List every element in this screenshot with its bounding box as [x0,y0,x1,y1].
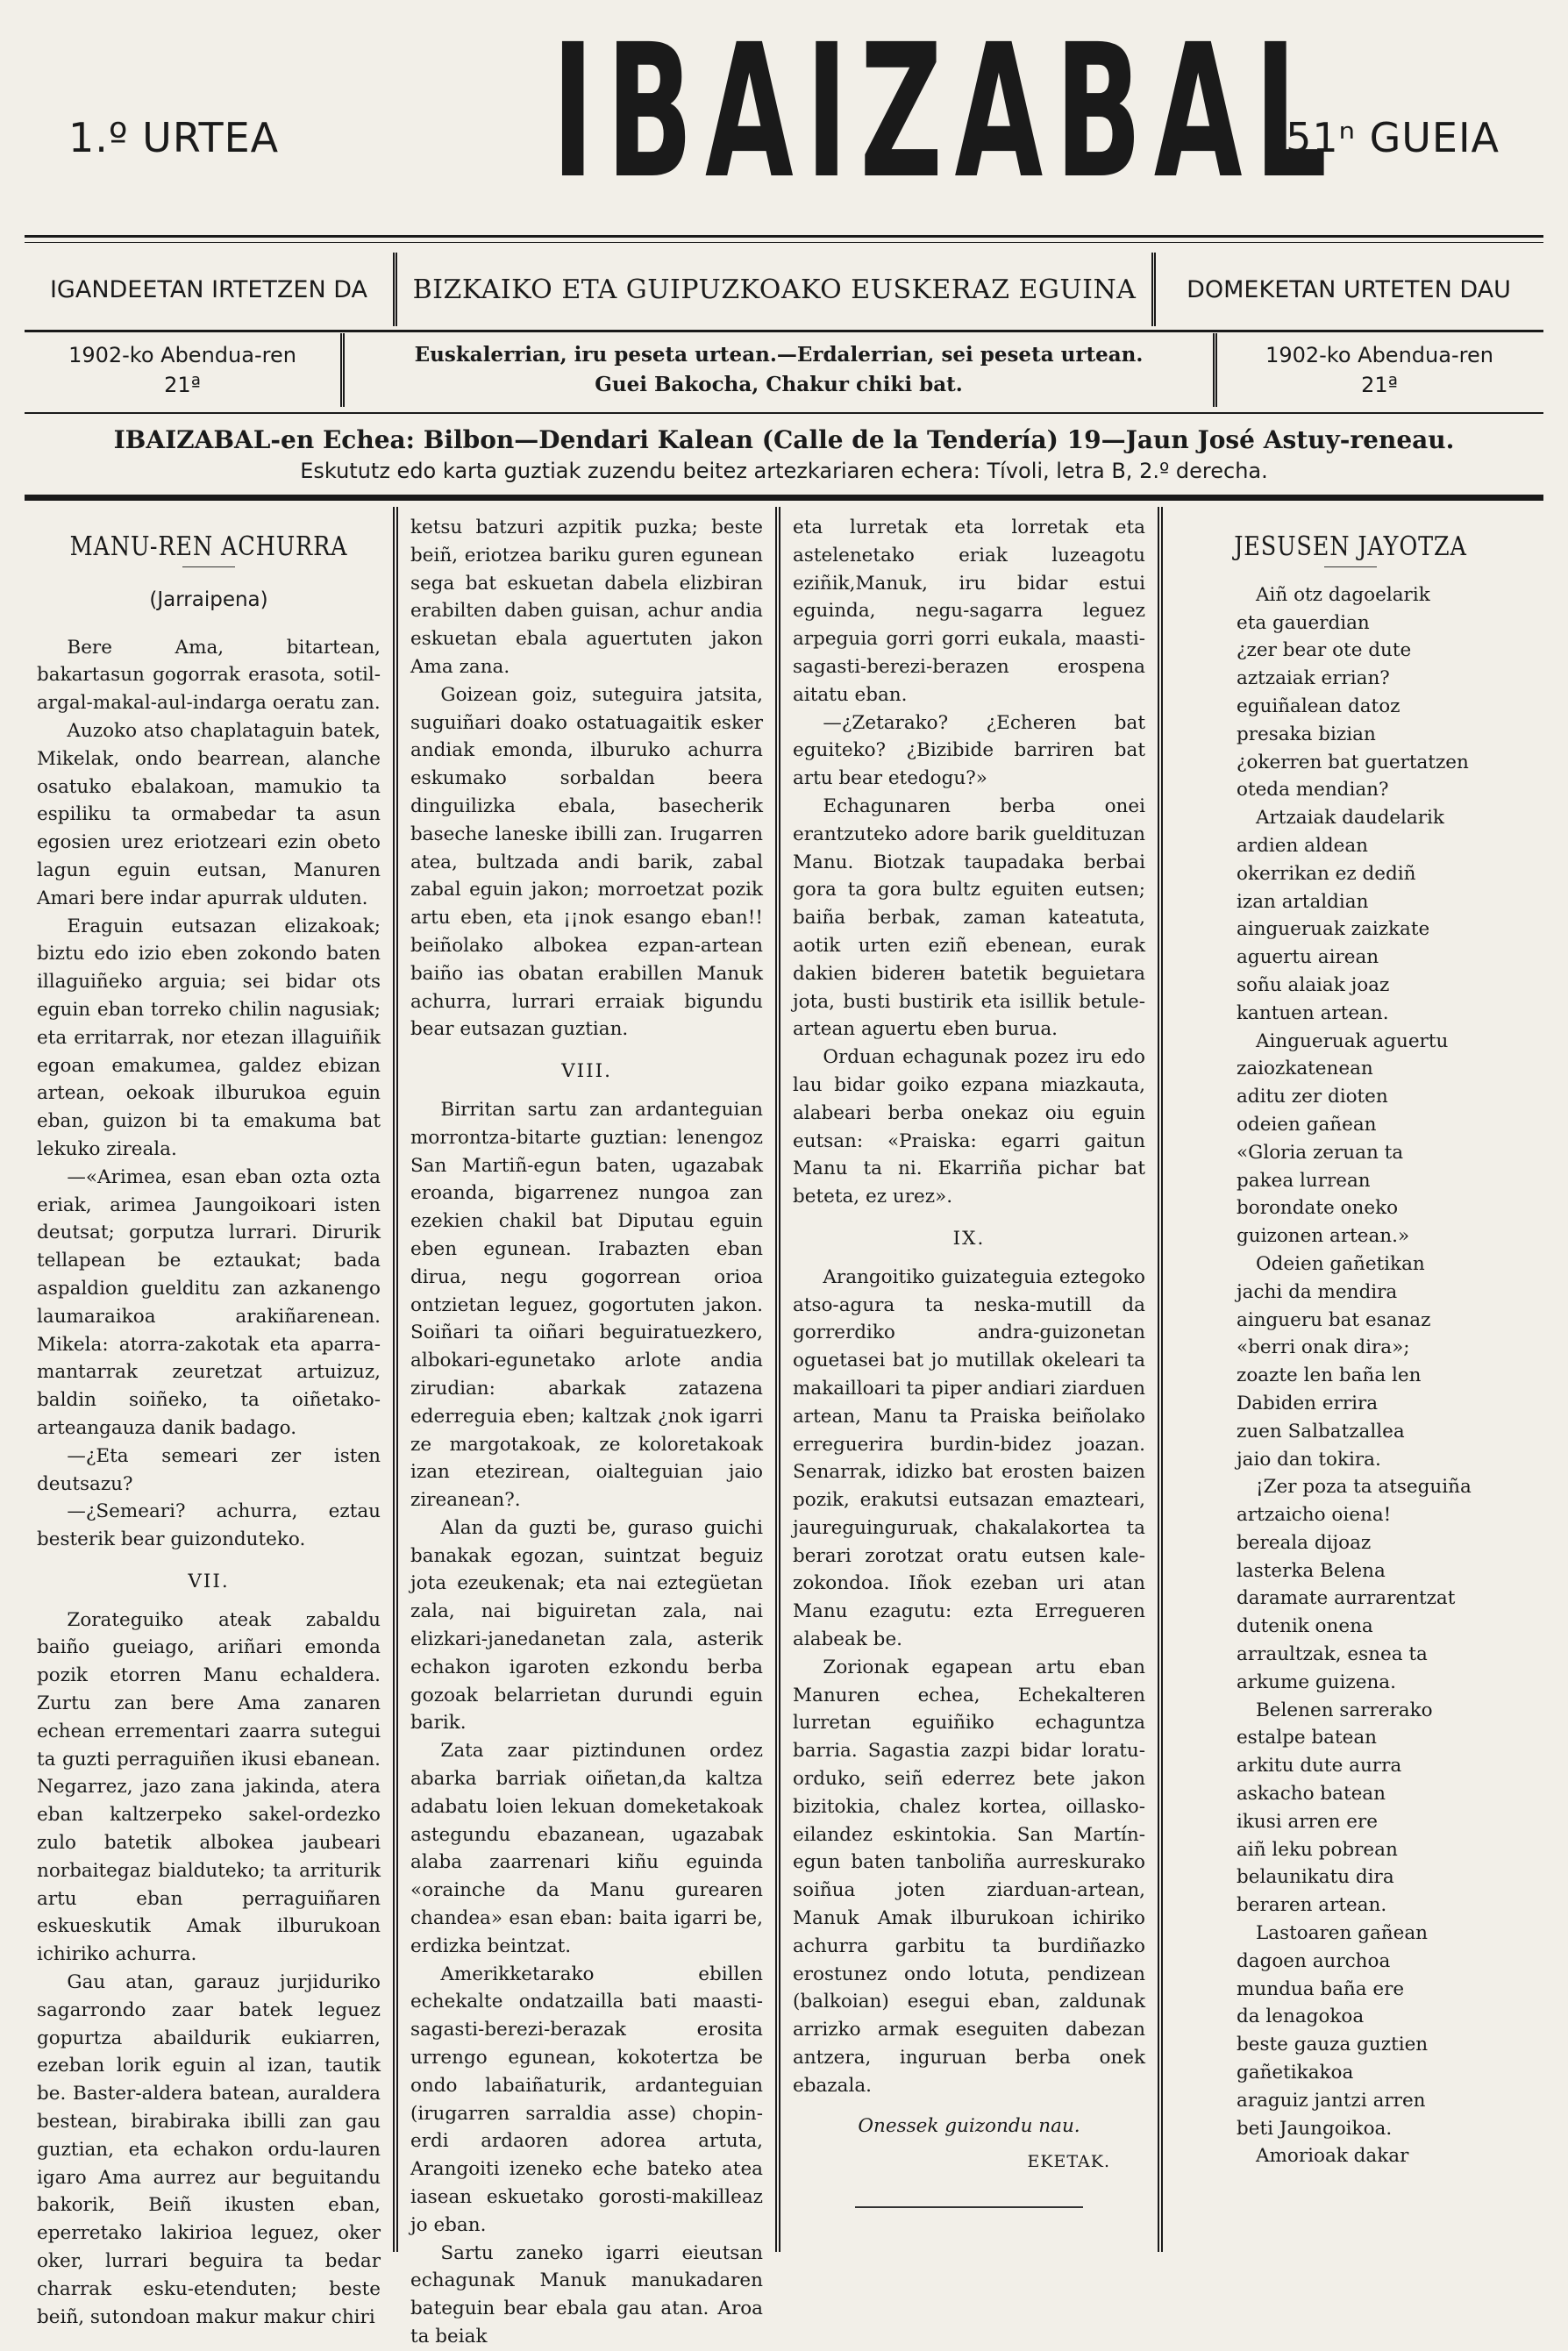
poem-line: kantuen artean. [1237,1001,1389,1024]
poem-line: bereala dijoaz [1237,1531,1372,1554]
date-left-line2: 21ª [164,373,201,397]
poem-line: «Gloria zeruan ta [1237,1141,1404,1164]
title-rule [182,566,235,567]
paragraph: Goizean goiz, suteguira jatsita, suguiñari doako ostatuagaitik esker andiak emonda, ilburuko achurra eskumako sorbaldan beera dinguilizka ebala, basecherik baseche laneske ibilli zan. Irugarren atea, bultzada andi barik, zabal zabal eguin jakon; morroetzat pozik artu eben, eta ¡¡nok esango eban!! beiñolako albokea ezpan-artean baiño ias obatan erabillen Manuk achurra, lurrari erraiak bigundu bear eutsazan guztian. [410,683,763,1041]
poem-line: Belenen sarrerako [1256,1699,1433,1721]
info-row [25,253,1543,326]
paragraph: —¿Zetarako? ¿Echeren bat eguiteko? ¿Bizibide barriren bat artu bear etedogu?» [793,711,1145,790]
column-2 [398,507,775,2347]
poem-line: da lenagokoa [1237,2005,1365,2028]
poem-line: ¡Zer poza ta atseguiña [1256,1476,1472,1499]
poem-line: borondate oneko [1237,1197,1399,1220]
paragraph: —¿Eta semeari zer isten deutsazu? [37,1444,381,1495]
paragraph: Zorionak egapean artu eban Manuren echea, Echekalteren lurretan eguiñiko echaguntza barria. Sagastia zazpi bidar loratu-orduko, seiñ ederrez bete jakon bizitokia, chalez kortea, oillasko-eilandez eskintokia. San Martín-egun baten tanboliña aurreskurako soiñua joten ziarduan-artean, Manuk Amak ilburukoan ichiriko achurra garbitu ta burdiñazko erostunez ondo lotuta, pendizean (balkoian) esegui eban, zaldunak arrizko armak eseguiten dabezan antzera, inguruan berba onek ebazala. [793,1656,1145,2097]
poem-line: Artzaiak daudelarik [1256,807,1444,830]
paragraph: Arangoitiko guizateguia eztegoko atso-agura ta neska-mutill da gorrerdiko andra-guizonetan oguetasei bat jo mutillak okeleari ta makailloari ta piper andiari ziarduen artean, Manu ta Praiska beiñolako erreguerira burdin-bidez joazan. Senarrak, idizko bat erosten baizen pozik, erakutsi eutsazan emazteari, jaureguinguruak, chakalakortea ta berari zorotzat oratu eutsen kale-zokondoa. Iñok ezeban uri atan Manu ezagutu: ezta Erregueren alabeak be. [793,1265,1145,1651]
address-line2: Eskututz edo karta guztiak zuzendu beitez artezkariaren echera: Tívoli, letra B, 2.º derecha. [300,459,1268,483]
section-heading: IX. [952,1227,986,1250]
poem-line: dutenik onena [1237,1615,1373,1638]
info-right: DOMEKETAN URTETEN DAU [1187,275,1511,303]
date-left-line1: 1902-ko Abendua-ren [68,343,296,367]
paragraph: Zorateguiko ateak zabaldu baiño gueiago, ariñari emonda pozik etorren Manu echaldera. Zurtu zan bere Ama zanaren echean errementari zaarra sutegui ta guzti perraguiñen ikusi ebanean. Negarrez, jazo zana jakinda, atera eban kaltzerpeko sakel-ordezko zulo batetik albokea jaubeari norbaitegaz bialduteko; ta arriturik artu eban perraguiñaren eskueskutik Amak ilburukoan ichiriko achurra. [37,1608,381,1966]
paragraph: —¿Semeari? achurra, eztau besterik bear guizonduteko. [37,1500,381,1551]
poem-line: beraren artean. [1237,1894,1387,1917]
paragraph: Eraguin eutsazan elizakoak; biztu edo izio eben zokondo baten illaguiñeko arguia; sei bidar ots eguin eban torreko chilin nagusiak; eta erritarrak, nor etezan illaguiñik egoan emakumea, galdez ebizan artean, oekoak ilburukoa eguin eban, guizon bi ta emakuma bat lekuko zireala. [37,915,381,1160]
poem-line: Amoriоak dakar [1256,2145,1409,2168]
info-rule [25,330,1543,332]
paragraph: Gau atan, garauz jurjiduriko sagarrondo zaar batek leguez gopurtza abaildurik eukiarren, ezeban lorik eguin al izan, tautik be. Baster-aldera batean, auraldera bestean, birabiraka ibilli zan gau guztian, eta echakon ordu-lauren igaro Ama aurrez aur beguitandu bakorik, Beiñ ikusten eban, eperretako lakirioa leguez, oker oker, lurrari beguira ta bedar charrak esku-etenduten; beste beiñ, sutondoan makur makur chiri [37,1971,381,2328]
section-heading: VIII. [561,1060,612,1083]
paragraph: Bere Ama, bitartean, bakartasun gogorrak erasota, sotil-argal-makal-aul-indarga oeratu zan. [37,636,381,715]
poem-line: zoazte len baña len [1237,1364,1422,1387]
poem-line: jaio dan tokira. [1237,1448,1381,1471]
poem-line: izan artaldian [1237,890,1369,913]
price-rule [25,412,1543,414]
paragraph: Zata zaar piztindunen ordez abarka barriak oiñetan,da kaltza adabatu loien lekuan domeketakoak astegundu ebazanean, ugazabak alaba zaarrenari kiñu eguinda «orainche da Manu gurearen chandea» esan eban: baita igarri be, erdizka beintzat. [410,1740,763,1957]
poem-line: eta gauerdian [1237,611,1370,634]
poem-line: pakea lurrean [1237,1169,1371,1192]
date-right [1217,333,1542,407]
paragraph: eta lurretak eta lorretak eta astelenetako eriak luzeagotu eziñik,Manuk, iru bidar estui eguinda, negu-sagarra leguez arpeguia gorri gorri eukala, maasti-sagasti-berezi-berazen erospena aitatu eban. [793,517,1145,706]
poem-line: dagoen aurchoa [1237,1949,1391,1972]
poem-line: aditu zer dioten [1237,1086,1388,1108]
poem-line: Ainguеruak aguertu [1256,1029,1449,1052]
address-line1: IBAIZABAL-en Echea: Bilbon—Dendari Kalean (Calle de la Tendería) 19—Jaun José Astuy-reneau. [113,425,1455,454]
article-title: MANU-REN ACHURRA [69,531,348,562]
info-left: IGANDEETAN IRTETZEN DA [49,275,368,303]
masthead-rule [25,235,1543,238]
newspaper-page [25,0,1543,2347]
article-subtitle: (Jarraipena) [149,588,268,611]
poem-line: presaka bizian [1237,723,1376,745]
poem-line: aingueru bat esanaz [1237,1308,1431,1331]
poem-line: arkume guizena. [1237,1671,1396,1693]
poem-line: ikusi arren ere [1237,1810,1378,1833]
poem-line: beti Jaungoikoa. [1237,2117,1393,2140]
poem-line: aingueruak zaizkate [1237,918,1430,941]
poem-line: ardien aldean [1237,834,1368,857]
poem-line: Odeien gañetikan [1256,1252,1425,1275]
poem-line: estalpe batean [1237,1727,1378,1749]
poem-title: JESUSEN JAYOTZA [1234,531,1467,562]
end-rule [855,2206,1083,2208]
author-name: EKETAK. [1027,2152,1110,2172]
poem-line: artzaicho oiena! [1237,1504,1392,1527]
section-heading: VII. [188,1570,230,1592]
poem-line: eguiñalean datoz [1237,695,1401,717]
paragraph: Orduan echagunak pozez iru edo lau bidar goiko ezpana miazkauta, alabeari berba onekaz oiu eguin eutsan: «Praiska: egarri gaitun Manu ta ni. Ekarriña pichar bat beteta, ez urez». [793,1046,1145,1208]
poem [1175,581,1526,2170]
poem-line: askacho batean [1237,1783,1386,1806]
date-left [25,333,340,407]
poem-line: beste gauza guztien [1237,2034,1429,2056]
poem-line: daramate aurrarentzat [1237,1587,1456,1610]
paragraph: Auzoko atso chaplataguin batek, Mikelak, ondo bearrean, alanche osatuko ebalakoan, mamukio ta espiliku ta ormabedar ta asun egosien urez eriotzeari ezin obeto lagun eguin eutsan, Manuren Amari bere indar apurrak ulduten. [37,719,381,909]
paragraph: Sartu zaneko igarri eieutsan echagunak Manuk manukadaren bateguin bear ebala gau atan. Aroa ta beiak [410,2241,763,2347]
poem-line: Dabiden errira [1237,1392,1379,1414]
masthead-rule-thin [25,242,1543,243]
poem-line: gañetikakoa [1237,2062,1354,2084]
poem-line: oteda mendian? [1237,779,1389,801]
poem-line: guizonen artean.» [1237,1225,1410,1248]
poem-line: ¿zer bear ote dute [1237,639,1412,662]
date-right-line1: 1902-ko Abendua-ren [1265,343,1493,367]
poem-line: aiñ leku pobrean [1237,1838,1398,1861]
title-rule [1324,566,1377,567]
poem-line: arraultzak, esnea ta [1237,1643,1428,1666]
year-label: 1.º URTEA [68,114,280,161]
paragraph: Echagunaren berba onei erantzuteko adore barik gueldituzan Manu. Biotzak taupadaka berbai gora ta gora bultz eguiten eutsen; baiña berbak, zaman kateatuta, aotik urten eziñ ebenean, eurak dakien biderен batetik beguietara jota, busti bustirik eta isillik betule-artean aguertu eben burua. [793,794,1145,1041]
poem-line: mundua baña ere [1237,1977,1405,2000]
info-center: BIZKAIKO ETA GUIPUZKOAKO EUSKERAZ EGUINA [412,274,1137,305]
paragraph: Birritan sartu zan ardanteguian morrontza-bitarte guztian: lenengoz San Martiñ-egun baten, ugazabak eroanda, bigarrenez nungoa zan ezekien chakil bat Diputau eguin eben egunean. Irabazten eban dirua, negu gogorrean orioa ontzietan leguez, gogortuten jakon. Soiñari ta oiñari beguiratuezkero, albokari-egunetako arlote andia zirudian: abarkak zatazena ederreguia eben; kaltzak ¿nok igarri ze margotakoak, ze koloretakoak izan etezirean, oialteguian jaio zireanean?. [410,1098,763,1512]
masthead [25,4,1543,219]
column-4 [1163,507,1538,2252]
poem-line: odeien gañean [1237,1113,1377,1136]
poem-line: «berri onak dira»; [1237,1336,1410,1359]
poem-line: araguiz jantzi arren [1237,2089,1426,2112]
poem-line: zaiozkatenean [1237,1058,1373,1080]
poem-line: ¿okerren bat guertatzen [1237,751,1469,773]
poem-line: aguertu airean [1237,946,1379,969]
price-line1: Euskalerrian, iru peseta urtean.—Erdalerrian, sei peseta urtean. [414,343,1144,367]
address-block [25,424,1543,486]
poem-line: aztzaiak errian? [1237,667,1390,690]
date-right-line2: 21ª [1361,373,1398,397]
signature-motto: Onessek guizondu nau. [858,2114,1080,2137]
poem-line: soñu alaiak joaz [1237,973,1390,996]
content-top-rule [25,495,1543,501]
poem-line: Aiñ otz dagoelarik [1256,583,1430,606]
date-price-row [25,333,1543,407]
paragraph: Alan da guzti be, guraso guichi banakak egozan, suintzat beguiz jota ezeukenak; eta nai eztegüetan zala, nai biguiretan zala, nai elizkari-janedanetan zala, asterik echakon igaroten ezkondu berba gozoak belarrietan durundi eguin barik. [410,1516,763,1735]
paragraph: ketsu batzuri azpitik puzka; beste beiñ, eriotzea bariku guren egunean sega bat eskuetan dabela elizbiran erabilten daben guisan, achur andia eskuetan ebala aguertuten jakon Ama zana. [410,517,763,678]
poem-line: arkitu dute aurra [1237,1755,1402,1777]
poem-line: belaunikatu dira [1237,1866,1394,1889]
poem-line: Lastoaren gañean [1256,1922,1429,1945]
poem-line: jachi da mendira [1237,1280,1398,1303]
column-3 [780,507,1158,2252]
paragraph: —«Arimea, esan eban ozta ozta eriak, arimea Jaungoikoari isten deutsat; gorputza lurrari. Dirurik tellapean be eztaukat; bada aspaldion guelditu zan azkanengo laumaraikoa arakiñarenean. Mikela: atorra-zakotak eta aparra-mantarrak zeuretzat artuizuz, baldin soiñeko, ta oiñetako-arteangauza danik badago. [37,1165,381,1439]
column-1 [25,507,393,2328]
poem-line: okerrikan ez dediñ [1237,862,1416,885]
poem-line: lasterka Belena [1237,1559,1386,1582]
poem-line: zuen Salbatzallea [1237,1420,1405,1443]
price-info [345,333,1213,407]
price-line2: Guei Bakocha, Chakur chiki bat. [595,373,963,396]
paragraph: Amerikketarako ebillen echekalte ondatzailla bati maasti-sagasti-berezi-berazak erosita urrengo egunean, kokotertza be ondo labaiñaturik, ardanteguian (irugarren sarraldia asse) chopin-erdi ardaoren adorea artuta, Arangoiti izeneko eche bateko atea iasean eskuetako gorosti-makilleaz jo eban. [410,1963,763,2236]
newspaper-title: IBAIZABAL [552,4,1339,219]
article-columns [25,507,1543,2347]
issue-number: 51ⁿ GUEIA [1286,114,1500,161]
